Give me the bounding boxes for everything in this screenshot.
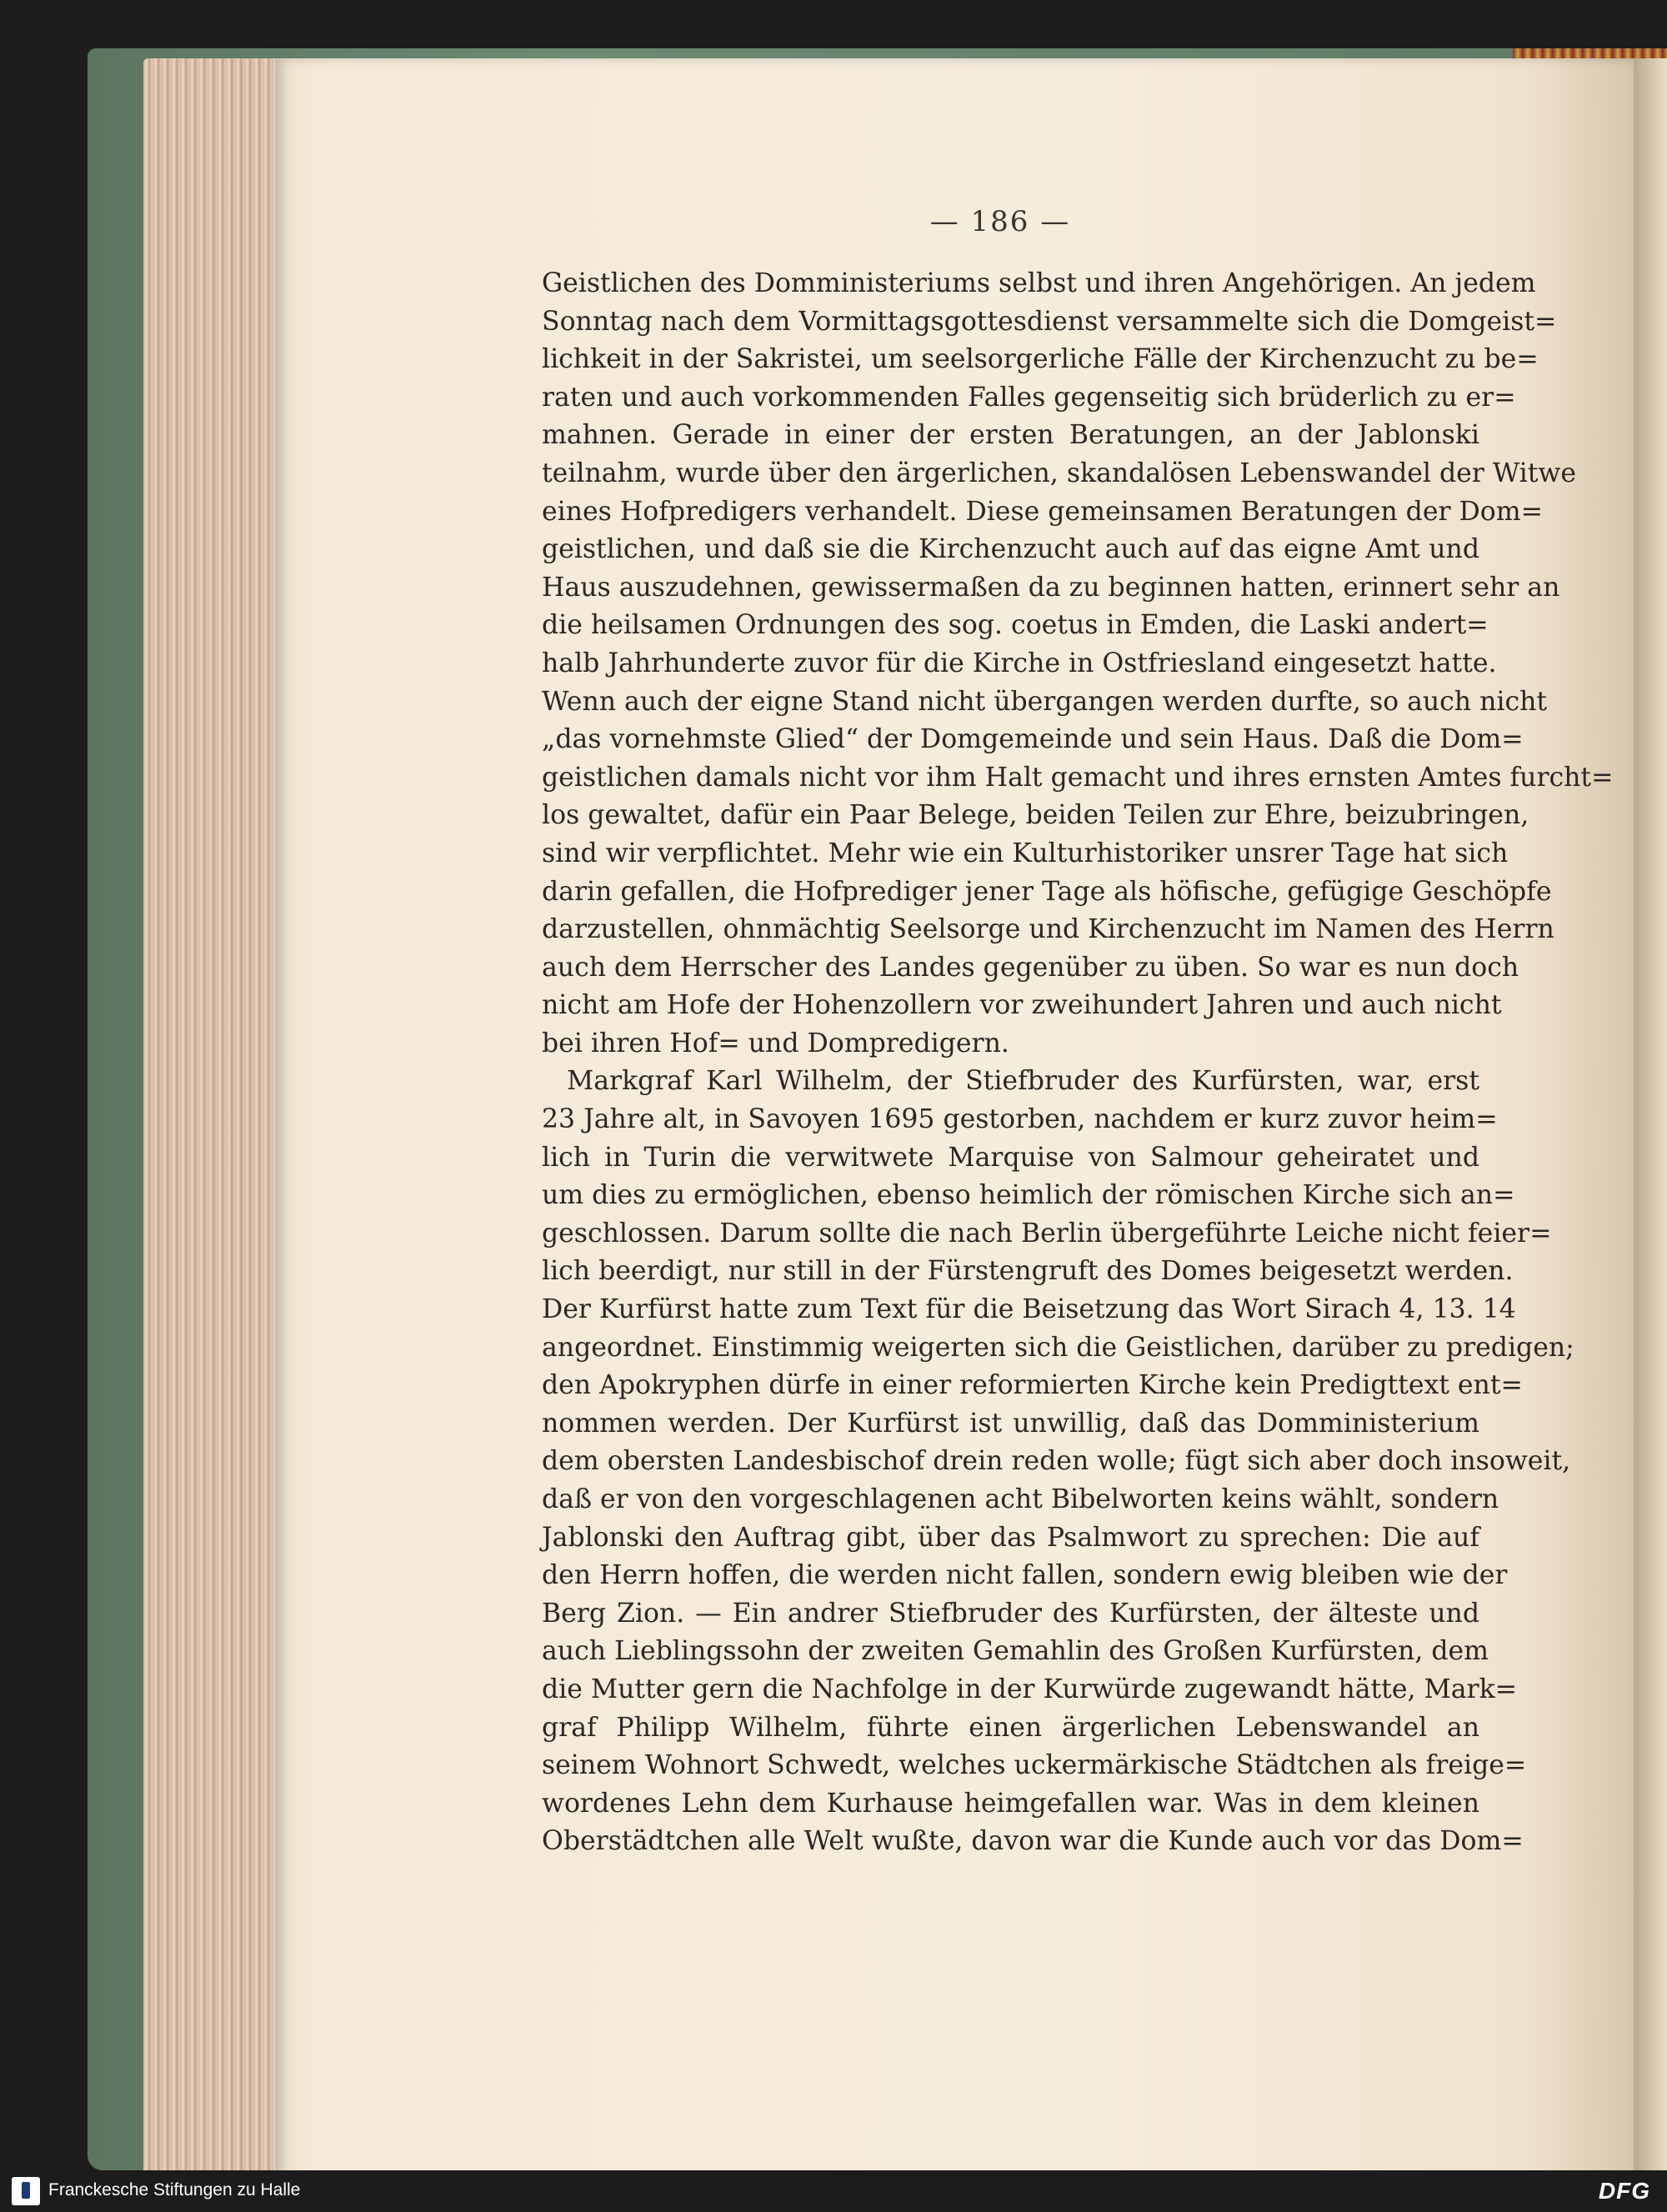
- text-line: die Mutter gern die Nachfolge in der Kurwürde zugewandt hätte, Mark=: [542, 1674, 1518, 1704]
- text-line: den Herrn hoffen, die werden nicht fallen, sondern ewig bleiben wie der: [542, 1560, 1508, 1591]
- text-line: Haus auszudehnen, gewissermaßen da zu beginnen hatten, erinnert sehr an: [542, 572, 1560, 603]
- text-line: nommen werden. Der Kurfürst ist unwillig, daß das Domministerium: [542, 1408, 1479, 1439]
- text-line: Der Kurfürst hatte zum Text für die Beisetzung das Wort Sirach 4, 13. 14: [542, 1294, 1516, 1325]
- text-line: eines Hofpredigers verhandelt. Diese gemeinsamen Beratungen der Dom=: [542, 496, 1544, 527]
- text-line: darzustellen, ohnmächtig Seelsorge und Kirchenzucht im Namen des Herrn: [542, 914, 1554, 945]
- institution-name: Franckesche Stiftungen zu Halle: [48, 2180, 301, 2199]
- institution-logo-icon: [12, 2177, 40, 2205]
- text-line: Geistlichen des Domministeriums selbst und ihren Angehörigen. An jedem: [542, 268, 1536, 298]
- facing-page-edge: [1632, 58, 1667, 2175]
- text-line: geistlichen damals nicht vor ihm Halt gemacht und ihres ernsten Amtes furcht=: [542, 762, 1614, 793]
- text-line: graf Philipp Wilhelm, führte einen ärgerlichen Lebenswandel an: [542, 1712, 1479, 1743]
- text-line: geistlichen, und daß sie die Kirchenzucht auch auf das eigne Amt und: [542, 534, 1479, 565]
- text-line: seinem Wohnort Schwedt, welches uckermärkische Städtchen als freige=: [542, 1750, 1527, 1781]
- text-line: daß er von den vorgeschlagenen acht Bibelworten keins wählt, sondern: [542, 1484, 1499, 1514]
- text-line: Markgraf Karl Wilhelm, der Stiefbruder des Kurfürsten, war, erst: [567, 1066, 1479, 1097]
- page-edges: [143, 58, 281, 2192]
- text-line: teilnahm, wurde über den ärgerlichen, skandalösen Lebenswandel der Witwe: [542, 458, 1577, 488]
- text-line: Berg Zion. — Ein andrer Stiefbruder des Kurfürsten, der älteste und: [542, 1598, 1479, 1629]
- text-line: „das vornehmste Glied“ der Domgemeinde und sein Haus. Daß die Dom=: [542, 724, 1524, 755]
- text-line: 23 Jahre alt, in Savoyen 1695 gestorben, nachdem er kurz zuvor heim=: [542, 1104, 1498, 1135]
- text-line: geschlossen. Darum sollte die nach Berlin übergeführte Leiche nicht feier=: [542, 1218, 1552, 1249]
- dfg-logo: DFG: [1598, 2178, 1650, 2204]
- text-line: sind wir verpflichtet. Mehr wie ein Kulturhistoriker unsrer Tage hat sich: [542, 838, 1509, 868]
- text-line: Sonntag nach dem Vormittagsgottesdienst versammelte sich die Domgeist=: [542, 306, 1557, 337]
- text-line: nicht am Hofe der Hohenzollern vor zweihundert Jahren und auch nicht: [542, 990, 1502, 1021]
- text-line: dem obersten Landesbischof drein reden wolle; fügt sich aber doch insoweit,: [542, 1446, 1571, 1477]
- text-line: lich in Turin die verwitwete Marquise von Salmour geheiratet und: [542, 1142, 1479, 1173]
- text-line: halb Jahrhunderte zuvor für die Kirche in Ostfriesland eingesetzt hatte.: [542, 648, 1497, 678]
- text-line: lich beerdigt, nur still in der Fürstengruft des Domes beigesetzt werden.: [542, 1256, 1514, 1287]
- text-line: auch Lieblingssohn der zweiten Gemahlin des Großen Kurfürsten, dem: [542, 1636, 1489, 1667]
- text-line: darin gefallen, die Hofprediger jener Tage als höfische, gefügige Geschöpfe: [542, 876, 1552, 907]
- page-number: — 186 —: [929, 205, 1071, 238]
- text-line: angeordnet. Einstimmig weigerten sich die Geistlichen, darüber zu predigen;: [542, 1332, 1574, 1363]
- text-line: den Apokryphen dürfe in einer reformierten Kirche kein Predigttext ent=: [542, 1370, 1523, 1401]
- text-line: los gewaltet, dafür ein Paar Belege, beiden Teilen zur Ehre, beizubringen,: [542, 800, 1529, 831]
- text-line: die heilsamen Ordnungen des sog. coetus in Emden, die Laski andert=: [542, 610, 1489, 641]
- text-line: Wenn auch der eigne Stand nicht übergangen werden durfte, so auch nicht: [542, 686, 1548, 717]
- text-line: auch dem Herrscher des Landes gegenüber zu üben. So war es nun doch: [542, 952, 1519, 983]
- text-line: Oberstädtchen alle Welt wußte, davon war die Kunde auch vor das Dom=: [542, 1826, 1524, 1857]
- viewer-footer: [0, 2170, 1667, 2212]
- text-line: um dies zu ermöglichen, ebenso heimlich der römischen Kirche sich an=: [542, 1180, 1515, 1211]
- text-line: Jablonski den Auftrag gibt, über das Psalmwort zu sprechen: Die auf: [542, 1522, 1479, 1553]
- text-line: bei ihren Hof= und Dompredigern.: [542, 1028, 1009, 1058]
- text-line: mahnen. Gerade in einer der ersten Beratungen, an der Jablonski: [542, 420, 1479, 451]
- text-line: lichkeit in der Sakristei, um seelsorgerliche Fälle der Kirchenzucht zu be=: [542, 344, 1539, 375]
- text-line: wordenes Lehn dem Kurhause heimgefallen war. Was in dem kleinen: [542, 1788, 1479, 1819]
- body-text: [542, 265, 1614, 1861]
- text-line: raten und auch vorkommenden Falles gegenseitig sich brüderlich zu er=: [542, 382, 1516, 413]
